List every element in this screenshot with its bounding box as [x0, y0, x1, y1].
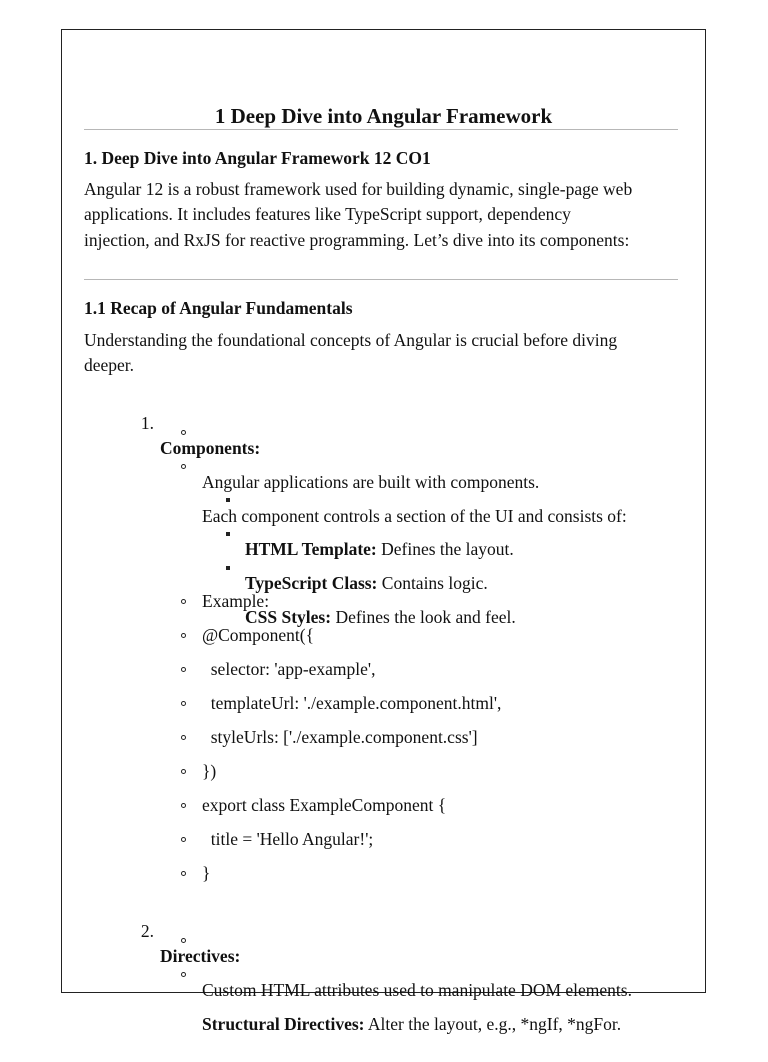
square-bullet-icon	[226, 498, 230, 502]
document-page	[61, 29, 706, 1034]
circle-bullet-icon	[181, 667, 186, 672]
list-label: Directives:	[160, 946, 241, 966]
circle-bullet-icon	[181, 938, 186, 943]
circle-bullet-icon	[181, 430, 186, 435]
paragraph-line: Angular 12 is a robust framework used for building dynamic, single-page web	[84, 179, 633, 199]
section-divider	[84, 129, 678, 130]
term: HTML Template:	[245, 539, 377, 559]
circle-bullet-icon	[181, 972, 186, 977]
list-item-components	[62, 386, 705, 458]
code-line: selector: 'app-example',	[62, 657, 705, 682]
section-1-intro	[84, 177, 678, 253]
code-line: title = 'Hello Angular!';	[62, 827, 705, 852]
circle-bullet-icon	[181, 769, 186, 774]
circle-bullet-icon	[181, 464, 186, 469]
paragraph-line: deeper.	[84, 355, 135, 376]
section-heading-1-1: 1.1 Recap of Angular Fundamentals	[84, 298, 353, 318]
section-divider	[84, 279, 678, 280]
paragraph-line: applications. It includes features like TypeScript support, dependency	[84, 204, 571, 225]
bullet-text: Custom HTML attributes used to manipulate DOM elements.	[202, 980, 632, 1000]
paragraph-line: Understanding the foundational concepts of Angular is crucial before diving	[84, 330, 618, 350]
definition: Defines the look and feel.	[331, 607, 516, 627]
code-line: styleUrls: ['./example.component.css']	[62, 725, 705, 750]
square-bullet-icon	[226, 532, 230, 536]
section-heading-1: 1. Deep Dive into Angular Framework 12 CO1	[84, 148, 431, 168]
list-item-directives	[62, 894, 705, 966]
code-line: templateUrl: './example.component.html',	[62, 691, 705, 716]
code-line: }	[62, 861, 705, 886]
document-title: 1 Deep Dive into Angular Framework	[214, 104, 553, 128]
term: CSS Styles:	[245, 607, 332, 627]
code-line: })	[62, 759, 705, 784]
list-item	[62, 420, 705, 492]
circle-bullet-icon	[181, 871, 186, 876]
paragraph-line: injection, and RxJS for reactive programming. Let’s dive into its components:	[84, 229, 630, 250]
definition: Contains logic.	[377, 573, 488, 593]
code-line: export class ExampleComponent {	[62, 793, 705, 818]
code-line: @Component({	[62, 623, 705, 648]
bullet-text: Each component controls a section of the UI and consists of:	[202, 506, 627, 526]
circle-bullet-icon	[181, 803, 186, 808]
circle-bullet-icon	[181, 837, 186, 842]
definition: Alter the layout, e.g., *ngIf, *ngFor.	[364, 1014, 622, 1034]
definition: Defines the layout.	[376, 539, 514, 559]
term: Structural Directives:	[202, 1014, 365, 1034]
section-1-1-intro	[84, 328, 678, 379]
circle-bullet-icon	[181, 633, 186, 638]
circle-bullet-icon	[181, 599, 186, 604]
square-bullet-icon	[226, 566, 230, 570]
list-number: 1.	[140, 413, 154, 433]
list-label: Components:	[160, 438, 261, 458]
circle-bullet-icon	[181, 735, 186, 740]
code-line: Example:	[62, 589, 705, 614]
circle-bullet-icon	[181, 701, 186, 706]
list-number: 2.	[140, 921, 154, 941]
term: TypeScript Class:	[245, 573, 378, 593]
bullet-text: Angular applications are built with components.	[202, 472, 540, 492]
